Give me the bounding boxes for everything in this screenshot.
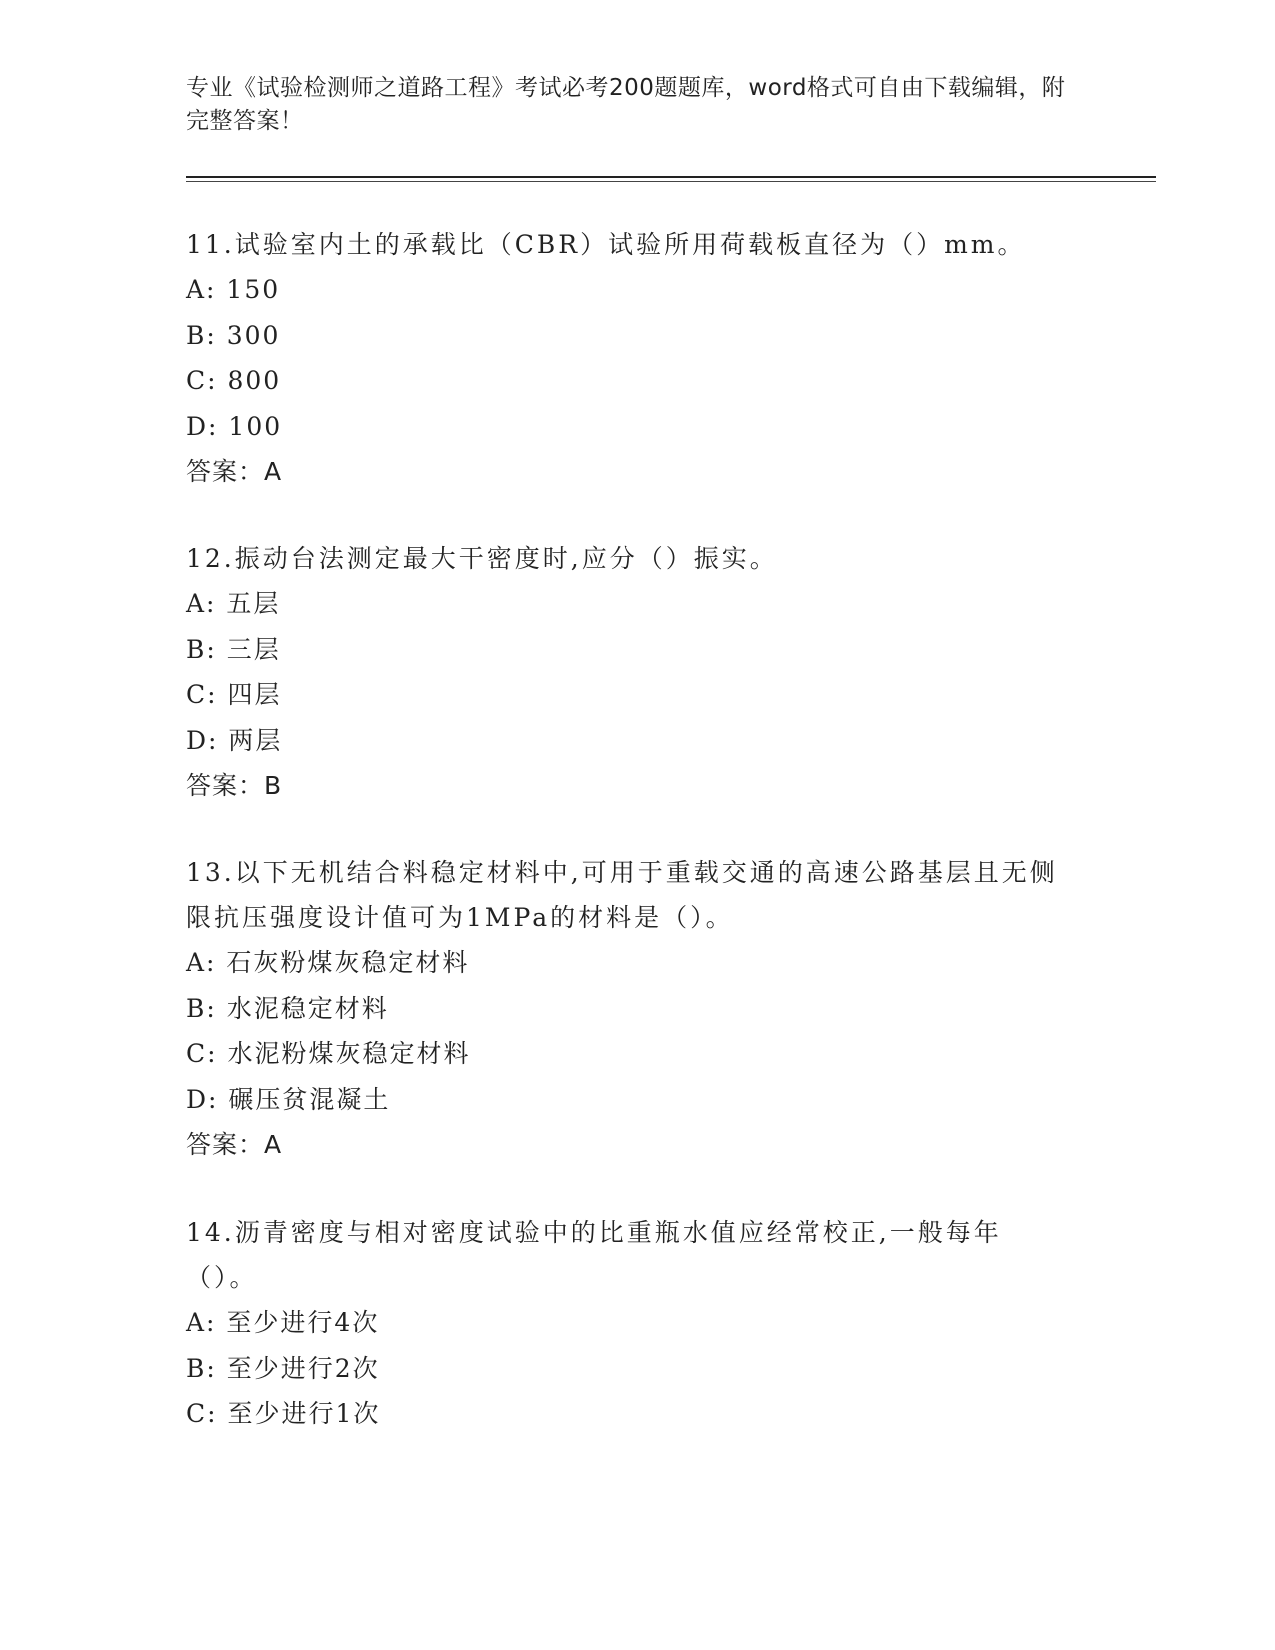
option-b: B: 至少进行2次 — [186, 1353, 380, 1383]
option-d: D: 两层 — [186, 725, 283, 755]
document-header — [186, 72, 1066, 138]
answer: 答案：A — [186, 457, 283, 486]
option-b: B: 300 — [186, 320, 281, 350]
answer: 答案：A — [186, 1130, 283, 1159]
option-c: C: 四层 — [186, 680, 282, 709]
option-a: A: 150 — [186, 275, 281, 304]
header-text: 专业《试验检测师之道路工程》考试必考200题题库，word格式可自由下载编辑，附完整答案！ — [186, 75, 1066, 134]
option-a: A: 至少进行4次 — [186, 1308, 380, 1337]
option-b: B: 水泥稳定材料 — [186, 993, 389, 1023]
option-c: C: 800 — [186, 366, 282, 395]
question-stem: 11.试验室内土的承载比（CBR）试验所用荷载板直径为（）mm。 — [186, 230, 1026, 259]
question-stem: 14.沥青密度与相对密度试验中的比重瓶水值应经常校正,一般每年（）。 — [186, 1218, 1002, 1292]
option-a: A: 石灰粉煤灰稳定材料 — [186, 948, 470, 977]
question-11 — [186, 222, 1066, 494]
header-divider — [186, 176, 1156, 178]
option-c: C: 水泥粉煤灰稳定材料 — [186, 1039, 471, 1068]
option-d: D: 碾压贫混凝土 — [186, 1084, 391, 1114]
question-14 — [186, 1210, 1066, 1437]
question-13 — [186, 850, 1066, 1167]
option-d: D: 100 — [186, 411, 283, 441]
option-b: B: 三层 — [186, 634, 281, 664]
answer: 答案：B — [186, 771, 283, 800]
question-12 — [186, 536, 1066, 808]
option-a: A: 五层 — [186, 589, 281, 618]
header-divider-secondary — [186, 181, 1156, 182]
option-c: C: 至少进行1次 — [186, 1399, 381, 1428]
question-stem: 13.以下无机结合料稳定材料中,可用于重载交通的高速公路基层且无侧限抗压强度设计值可为1MPa的材料是（）。 — [186, 858, 1058, 932]
question-stem: 12.振动台法测定最大干密度时,应分（）振实。 — [186, 544, 778, 573]
